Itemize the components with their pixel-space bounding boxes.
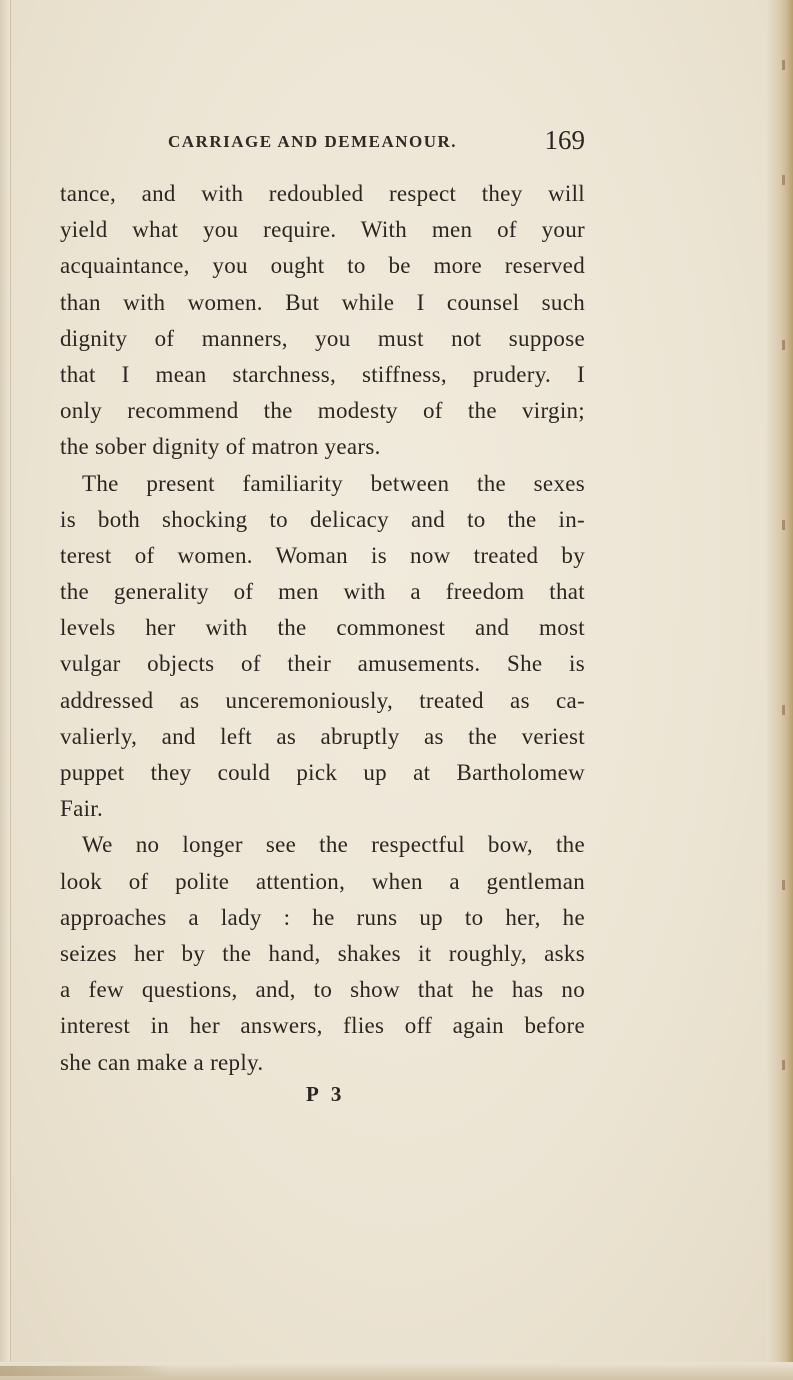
- text-line: dignity of manners, you must not suppose: [60, 325, 585, 351]
- text-line: puppet they could pick up at Bartholomew: [60, 760, 585, 785]
- edge-mark: [782, 175, 785, 185]
- text-line: the generality of men with a freedom that: [60, 579, 585, 605]
- text-line: valierly, and left as abruptly as the veriest: [60, 723, 585, 749]
- text-line: the sober dignity of matron years.: [60, 434, 381, 460]
- text-line: only recommend the modesty of the virgin;: [60, 398, 585, 424]
- text-line: Fair.: [60, 796, 104, 822]
- page-bottom-edge: [0, 1362, 793, 1380]
- text-line: terest of women. Woman is now treated by: [60, 542, 585, 568]
- text-line: yield what you require. With men of your: [60, 217, 585, 243]
- text-line: We no longer see the respectful bow, the: [82, 832, 585, 858]
- text-line: vulgar objects of their amusements. She is: [60, 651, 585, 677]
- page-fore-edge: [767, 0, 793, 1380]
- page-gutter-edge: [0, 0, 11, 1380]
- page-header: [60, 125, 585, 165]
- paragraph: [60, 176, 585, 466]
- paragraph: [60, 827, 585, 1080]
- body-text: [60, 176, 585, 1081]
- page-number: 169: [544, 125, 585, 155]
- edge-mark: [782, 705, 785, 715]
- text-line: seizes her by the hand, shakes it roughly, asks: [60, 940, 585, 966]
- text-line: addressed as unceremoniously, treated as ca-: [60, 687, 585, 713]
- text-line: levels her with the commonest and most: [60, 615, 585, 641]
- edge-mark: [782, 340, 785, 350]
- text-line: acquaintance, you ought to be more reserved: [60, 253, 585, 279]
- edge-mark: [782, 520, 785, 530]
- edge-stain: [0, 1366, 170, 1376]
- text-line: is both shocking to delicacy and to the in-: [60, 506, 585, 532]
- text-line: that I mean starchness, stiffness, prudery. I: [60, 361, 585, 387]
- running-head: CARRIAGE AND DEMEANOUR.: [168, 132, 458, 151]
- paragraph: [60, 466, 585, 828]
- text-line: look of polite attention, when a gentleman: [60, 868, 585, 894]
- text-line: a few questions, and, to show that he has no: [60, 977, 585, 1003]
- text-line: she can make a reply.: [60, 1049, 264, 1075]
- text-line: The present familiarity between the sexes: [82, 470, 585, 496]
- text-line: tance, and with redoubled respect they will: [60, 181, 585, 206]
- edge-mark: [782, 60, 785, 70]
- edge-mark: [782, 1060, 785, 1070]
- text-line: interest in her answers, flies off again before: [60, 1013, 585, 1039]
- edge-mark: [782, 880, 785, 890]
- signature-mark: P 3: [306, 1082, 346, 1106]
- text-line: approaches a lady : he runs up to her, he: [60, 904, 585, 930]
- text-line: than with women. But while I counsel such: [60, 289, 585, 315]
